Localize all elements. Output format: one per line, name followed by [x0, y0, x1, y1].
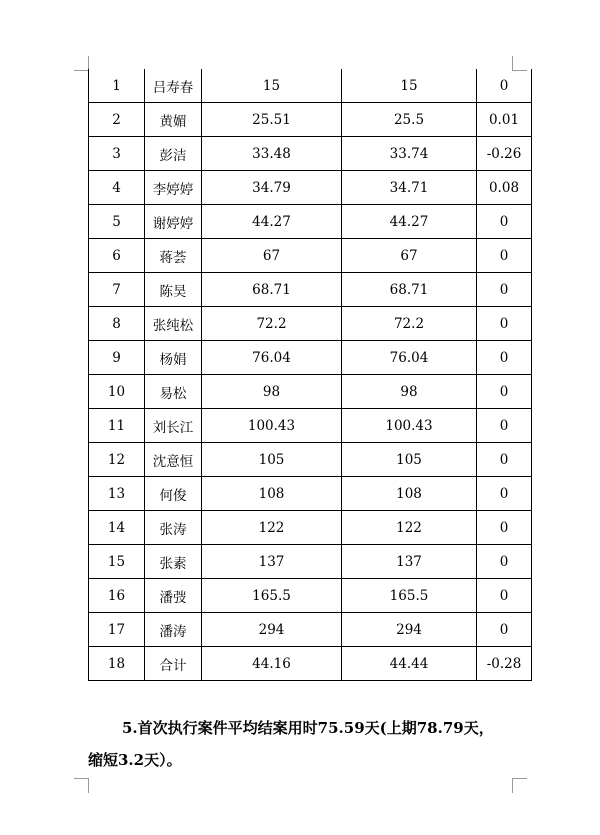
- current-value-cell: 34.79: [202, 171, 342, 205]
- difference-cell: -0.26: [477, 137, 532, 171]
- previous-value-cell: 98: [342, 375, 477, 409]
- current-value-cell: 108: [202, 477, 342, 511]
- difference-cell: 0: [477, 375, 532, 409]
- row-number-cell: 15: [89, 545, 145, 579]
- previous-value-cell: 165.5: [342, 579, 477, 613]
- current-value-cell: 98: [202, 375, 342, 409]
- previous-value-cell: 44.44: [342, 647, 477, 681]
- name-cell: 吕寿春: [145, 69, 202, 103]
- row-number-cell: 9: [89, 341, 145, 375]
- name-cell: 潘弢: [145, 579, 202, 613]
- current-value-cell: 105: [202, 443, 342, 477]
- difference-cell: 0: [477, 239, 532, 273]
- row-number-cell: 10: [89, 375, 145, 409]
- row-number-cell: 7: [89, 273, 145, 307]
- row-number-cell: 17: [89, 613, 145, 647]
- row-number-cell: 16: [89, 579, 145, 613]
- name-cell: 张素: [145, 545, 202, 579]
- current-value-cell: 100.43: [202, 409, 342, 443]
- table-row: [89, 239, 532, 273]
- name-cell: 黄媚: [145, 103, 202, 137]
- previous-value-cell: 76.04: [342, 341, 477, 375]
- current-value-cell: 165.5: [202, 579, 342, 613]
- row-number-cell: 13: [89, 477, 145, 511]
- name-cell: 易松: [145, 375, 202, 409]
- difference-cell: -0.28: [477, 647, 532, 681]
- name-cell: 杨娟: [145, 341, 202, 375]
- crop-mark-bottom-right: [512, 778, 527, 793]
- previous-value-cell: 108: [342, 477, 477, 511]
- current-value-cell: 137: [202, 545, 342, 579]
- current-value-cell: 44.27: [202, 205, 342, 239]
- row-number-cell: 8: [89, 307, 145, 341]
- crop-mark-top-left: [74, 56, 89, 71]
- difference-cell: 0: [477, 409, 532, 443]
- previous-value-cell: 68.71: [342, 273, 477, 307]
- name-cell: 陈昊: [145, 273, 202, 307]
- table-row: [89, 205, 532, 239]
- name-cell: 何俊: [145, 477, 202, 511]
- difference-cell: 0: [477, 205, 532, 239]
- summary-paragraph-line-1: 5.首次执行案件平均结案用时75.59天(上期78.79天，: [122, 719, 494, 737]
- difference-cell: 0: [477, 511, 532, 545]
- table-row: [89, 171, 532, 205]
- total-label-cell: 合计: [145, 647, 202, 681]
- current-value-cell: 76.04: [202, 341, 342, 375]
- summary-paragraph-line-2: 缩短3.2天）。: [88, 751, 182, 769]
- difference-cell: 0: [477, 273, 532, 307]
- previous-value-cell: 34.71: [342, 171, 477, 205]
- name-cell: 蒋荟: [145, 239, 202, 273]
- row-number-cell: 5: [89, 205, 145, 239]
- previous-value-cell: 100.43: [342, 409, 477, 443]
- table-row: [89, 375, 532, 409]
- row-number-cell: 14: [89, 511, 145, 545]
- row-number-cell: 6: [89, 239, 145, 273]
- name-cell: 谢婷婷: [145, 205, 202, 239]
- row-number-cell: 3: [89, 137, 145, 171]
- current-value-cell: 15: [202, 69, 342, 103]
- previous-value-cell: 15: [342, 69, 477, 103]
- previous-value-cell: 122: [342, 511, 477, 545]
- row-number-cell: 12: [89, 443, 145, 477]
- difference-cell: 0.08: [477, 171, 532, 205]
- previous-value-cell: 72.2: [342, 307, 477, 341]
- current-value-cell: 67: [202, 239, 342, 273]
- table-row: [89, 477, 532, 511]
- difference-cell: 0.01: [477, 103, 532, 137]
- current-value-cell: 33.48: [202, 137, 342, 171]
- table-row: [89, 307, 532, 341]
- name-cell: 潘涛: [145, 613, 202, 647]
- difference-cell: 0: [477, 579, 532, 613]
- difference-cell: 0: [477, 443, 532, 477]
- previous-value-cell: 44.27: [342, 205, 477, 239]
- row-number-cell: 1: [89, 69, 145, 103]
- name-cell: 刘长江: [145, 409, 202, 443]
- current-value-cell: 72.2: [202, 307, 342, 341]
- current-value-cell: 294: [202, 613, 342, 647]
- name-cell: 张纯松: [145, 307, 202, 341]
- row-number-cell: 2: [89, 103, 145, 137]
- name-cell: 沈意恒: [145, 443, 202, 477]
- previous-value-cell: 25.5: [342, 103, 477, 137]
- table-row: [89, 69, 532, 103]
- table-row: [89, 443, 532, 477]
- current-value-cell: 68.71: [202, 273, 342, 307]
- name-cell: 彭洁: [145, 137, 202, 171]
- table-row: [89, 511, 532, 545]
- table-row: [89, 579, 532, 613]
- table-row: [89, 137, 532, 171]
- name-cell: 李婷婷: [145, 171, 202, 205]
- table-body: [89, 69, 532, 681]
- table-row: [89, 409, 532, 443]
- difference-cell: 0: [477, 545, 532, 579]
- total-row: [89, 647, 532, 681]
- name-cell: 张涛: [145, 511, 202, 545]
- case-duration-table: [88, 69, 532, 681]
- difference-cell: 0: [477, 341, 532, 375]
- crop-mark-bottom-left: [74, 778, 89, 793]
- previous-value-cell: 67: [342, 239, 477, 273]
- table-row: [89, 341, 532, 375]
- row-number-cell: 11: [89, 409, 145, 443]
- table-row: [89, 273, 532, 307]
- row-number-cell: 4: [89, 171, 145, 205]
- current-value-cell: 25.51: [202, 103, 342, 137]
- table-row: [89, 103, 532, 137]
- current-value-cell: 44.16: [202, 647, 342, 681]
- table-row: [89, 613, 532, 647]
- difference-cell: 0: [477, 613, 532, 647]
- previous-value-cell: 105: [342, 443, 477, 477]
- table-row: [89, 545, 532, 579]
- previous-value-cell: 137: [342, 545, 477, 579]
- difference-cell: 0: [477, 477, 532, 511]
- row-number-cell: 18: [89, 647, 145, 681]
- previous-value-cell: 33.74: [342, 137, 477, 171]
- difference-cell: 0: [477, 69, 532, 103]
- difference-cell: 0: [477, 307, 532, 341]
- previous-value-cell: 294: [342, 613, 477, 647]
- current-value-cell: 122: [202, 511, 342, 545]
